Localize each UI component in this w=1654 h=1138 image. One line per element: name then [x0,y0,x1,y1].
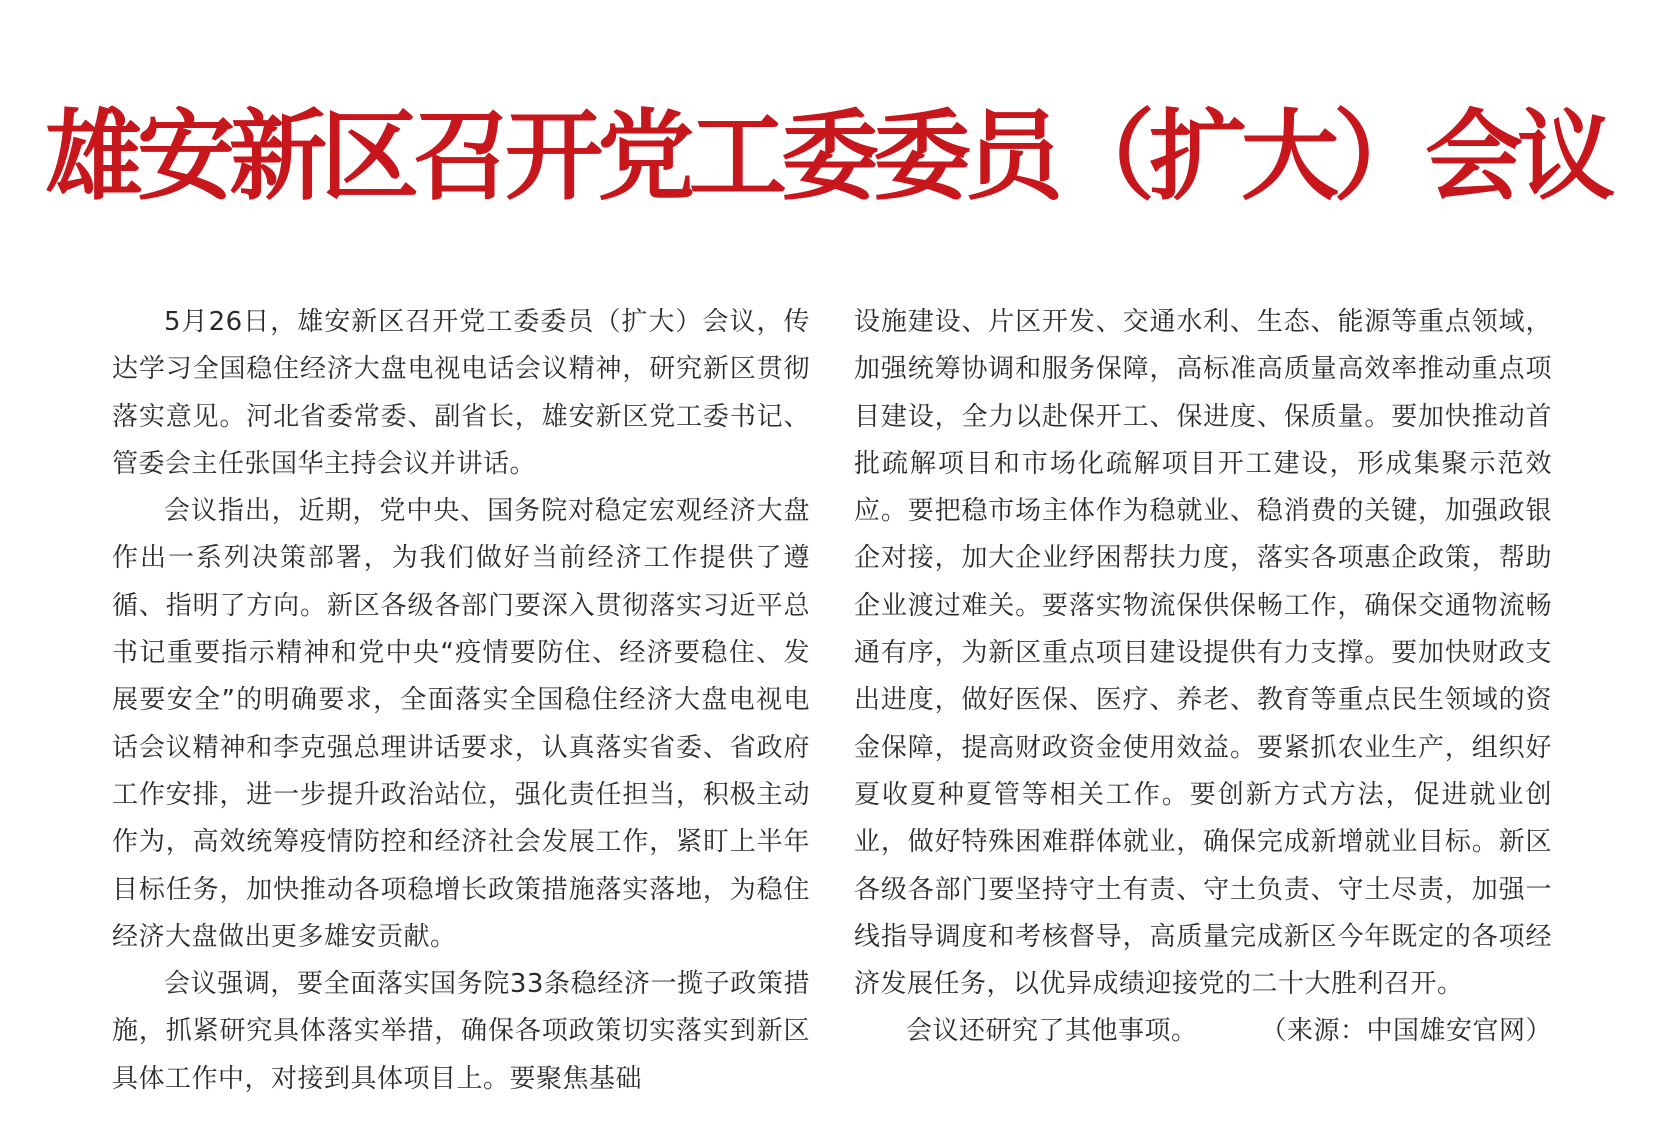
paragraph-emphasis-continued: 设施建设、片区开发、交通水利、生态、能源等重点领域，加强统筹协调和服务保障，高标准高质量高效率推动重点项目建设，全力以赴保开工、保进度、保质量。要加快推动首批疏解项目和市场化疏解项目开工建设，形成集聚示范效应。要把稳市场主体作为稳就业、稳消费的关键，加强政银企对接，加大企业纾困帮扶力度，落实各项惠企政策，帮助企业渡过难关。要落实物流保供保畅工作，确保交通物流畅通有序，为新区重点项目建设提供有力支撑。要加快财政支出进度，做好医保、医疗、养老、教育等重点民生领域的资金保障，提高财政资金使用效益。要紧抓农业生产，组织好夏收夏种夏管等相关工作。要创新方式方法，促进就业创业，做好特殊困难群体就业，确保完成新增就业目标。新区各级各部门要坚持守土有责、守土负责、守土尽责，加强一线指导调度和考核督导，高质量完成新区今年既定的各项经济发展任务，以优异成绩迎接党的二十大胜利召开。 [854,307,1552,1000]
source-credit: （来源：中国雄安官网） [1260,1016,1552,1047]
left-column [112,299,810,1109]
article-title: 雄安新区召开党工委委员（扩大）会议 [44,99,1609,214]
closing-statement: 会议还研究了其他事项。 [906,1016,1198,1047]
paragraph-meeting-intro: 5月26日，雄安新区召开党工委委员（扩大）会议，传达学习全国稳住经济大盘电视电话会议精神，研究新区贯彻落实意见。河北省委常委、副省长，雄安新区党工委书记、管委会主任张国华主持会议并讲话。 [112,307,810,479]
article-body [112,299,1552,1109]
closing-line [854,1008,1552,1055]
paragraph-meeting-points: 会议指出，近期，党中央、国务院对稳定宏观经济大盘作出一系列决策部署，为我们做好当前经济工作提供了遵循、指明了方向。新区各级各部门要深入贯彻落实习近平总书记重要指示精神和党中央“疫情要防住、经济要稳住、发展要安全”的明确要求，全面落实全国稳住经济大盘电视电话会议精神和李克强总理讲话要求，认真落实省委、省政府工作安排，进一步提升政治站位，强化责任担当，积极主动作为，高效统筹疫情防控和经济社会发展工作，紧盯上半年目标任务，加快推动各项稳增长政策措施落实落地，为稳住经济大盘做出更多雄安贡献。 [112,496,810,952]
paragraph-meeting-emphasis: 会议强调，要全面落实国务院33条稳经济一揽子政策措施，抓紧研究具体落实举措，确保各项政策切实落实到新区具体工作中，对接到具体项目上。要聚焦基础 [112,969,810,1094]
right-column [854,299,1552,1109]
